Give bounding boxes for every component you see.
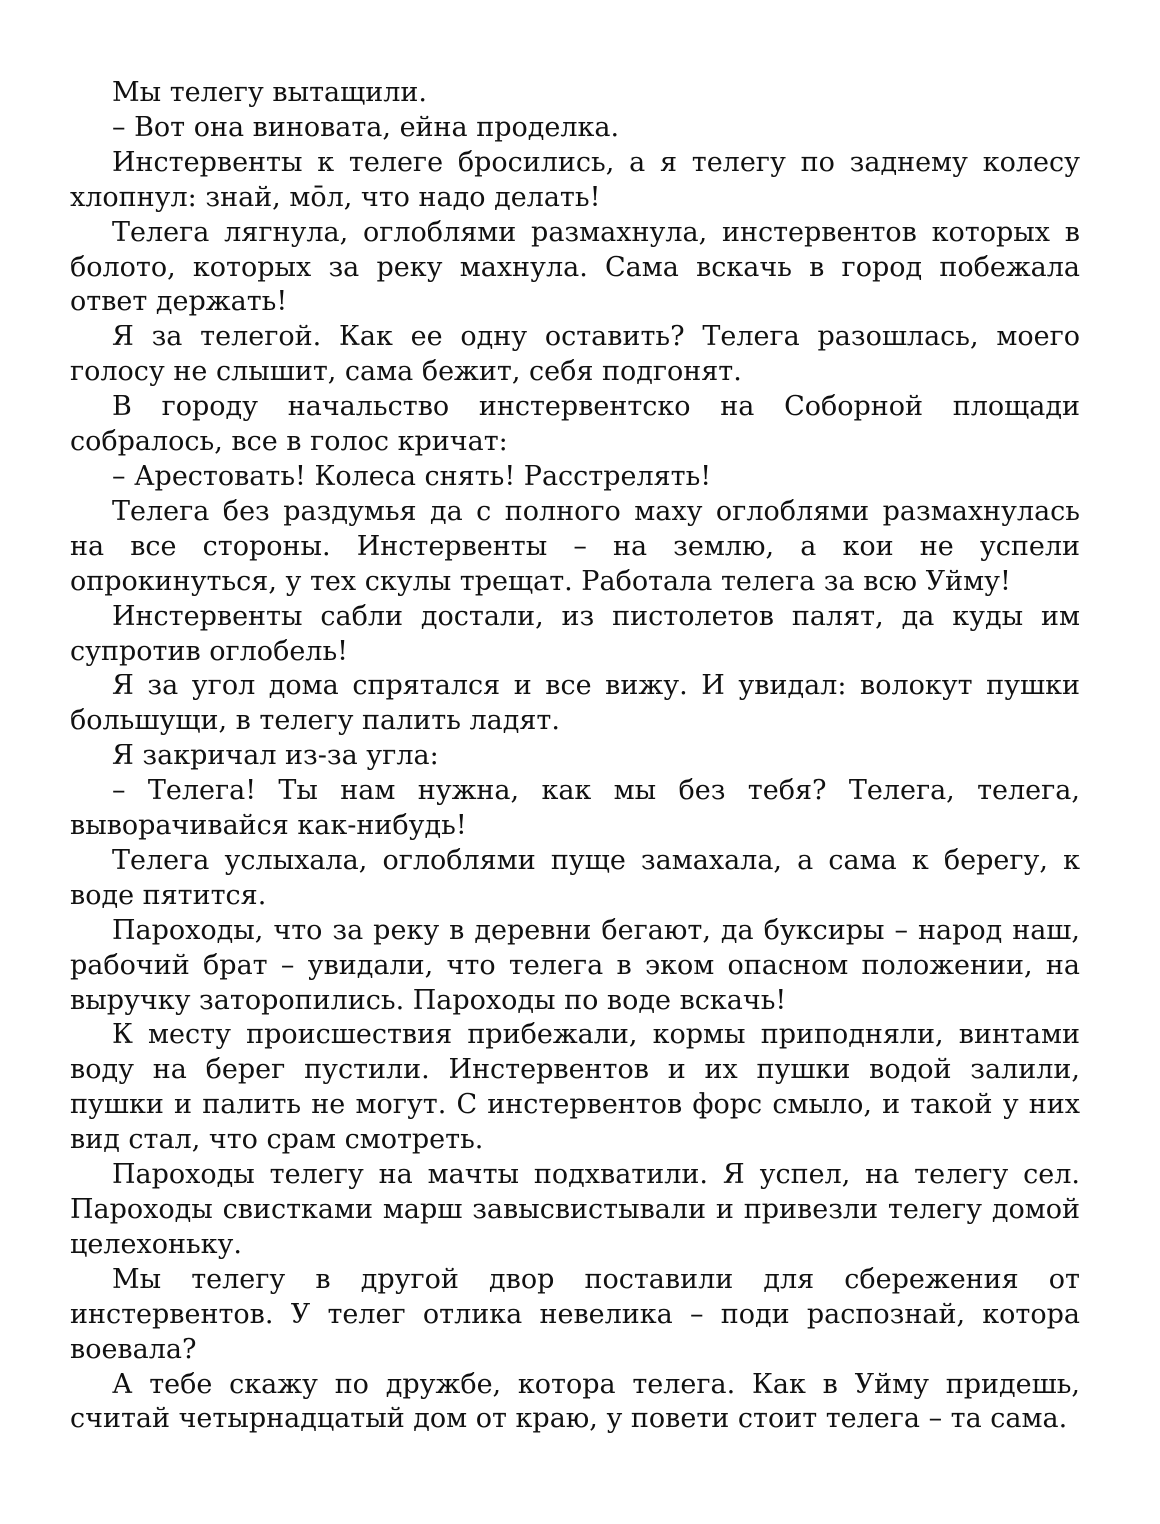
paragraph: Я за угол дома спрятался и все вижу. И увидал: волокут пушки большущи, в телегу палить ладят. <box>70 670 1080 737</box>
paragraph: – Телега! Ты нам нужна, как мы без тебя? Телега, телега, выворачивайся как-нибудь! <box>70 775 1080 842</box>
paragraph: А тебе скажу по дружбе, котора телега. Как в Уйму придешь, считай четырнадцатый дом от краю, у повети стоит телега – та сама. <box>70 1368 1080 1435</box>
paragraph: Телега без раздумья да с полного маху оглоблями размахнулась на все стороны. Инстервенты – на землю, а кои не успели опрокинуться, у тех скулы трещат. Работала телега за всю Уйму! <box>70 495 1080 597</box>
paragraph: Пароходы, что за реку в деревни бегают, да буксиры – народ наш, рабочий брат – увидали, что телега в эком опасном положении, на выручку заторопились. Пароходы по воде вскачь! <box>70 914 1080 1016</box>
paragraph: Телега лягнула, оглоблями размахнула, инстервентов которых в болото, которых за реку махнула. Сама вскачь в город побежала ответ держать! <box>70 216 1080 318</box>
paragraph: Мы телегу в другой двор поставили для сбережения от инстервентов. У телег отлика невелика – поди распознай, котора воевала? <box>70 1263 1080 1365</box>
paragraph: Инстервенты к телеге бросились, а я телегу по заднему колесу хлопнул: знай, мо̄л, что надо делать! <box>70 146 1080 213</box>
paragraph: Я закричал из-за угла: <box>112 740 439 772</box>
page-text <box>70 76 1080 1437</box>
paragraph: Телега услыхала, оглоблями пуще замахала, а сама к берегу, к воде пятится. <box>70 844 1080 911</box>
paragraph: – Арестовать! Колеса снять! Расстрелять! <box>112 460 712 492</box>
paragraph: Пароходы телегу на мачты подхватили. Я успел, на телегу сел. Пароходы свистками марш завысвистывали и привезли телегу домой целехоньку. <box>70 1159 1080 1260</box>
paragraph: Я за телегой. Как ее одну оставить? Телега разошлась, моего голосу не слышит, сама бежит, себя подгонят. <box>70 321 1080 388</box>
paragraph: Мы телегу вытащили. <box>112 77 427 108</box>
paragraph: Инстервенты сабли достали, из пистолетов палят, да куды им супротив оглобель! <box>70 600 1080 667</box>
paragraph: В городу начальство инстервентско на Соборной площади собралось, все в голос кричат: <box>70 391 1080 458</box>
paragraph: – Вот она виновата, ейна проделка. <box>112 111 620 143</box>
paragraph: К месту происшествия прибежали, кормы приподняли, винтами воду на берег пустили. Инстервентов и их пушки водой залили, пушки и палить не могут. С инстервентов форс смыло, и такой у них вид стал, что срам смотреть. <box>70 1019 1080 1156</box>
